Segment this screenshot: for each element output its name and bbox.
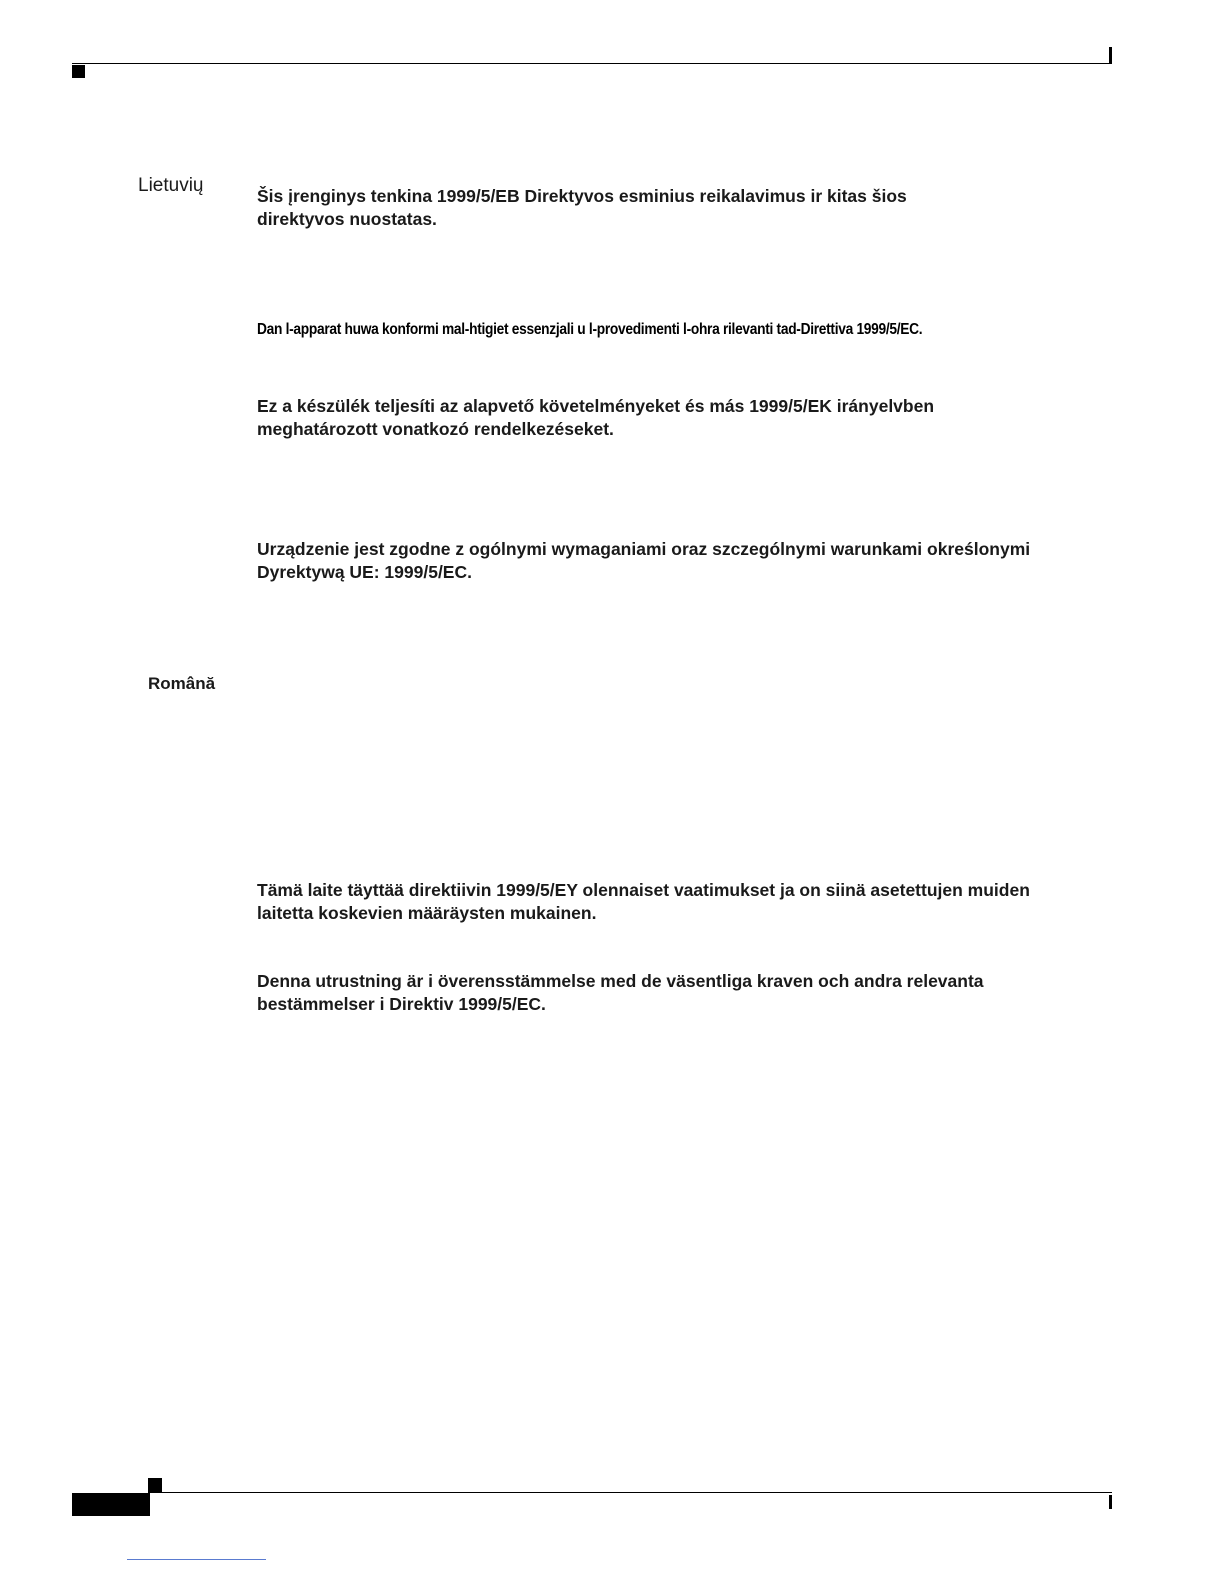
footer-corner-mark bbox=[148, 1478, 162, 1492]
statement-line: meghatározott vonatkozó rendelkezéseket. bbox=[257, 419, 614, 439]
statement-finnish bbox=[257, 879, 1030, 925]
statement-line: Ez a készülék teljesíti az alapvető követelményeket és más 1999/5/EK irányelvben bbox=[257, 396, 935, 416]
language-label-lithuanian: Lietuvių bbox=[138, 175, 204, 196]
statement-line: Denna utrustning är i överensstämmelse med de väsentliga kraven och andra relevanta bbox=[257, 971, 984, 991]
statement-line: Dan l-apparat huwa konformi mal-htigiet essenzjali u l-provedimenti l-ohra rilevanti tad-Direttiva 1999/5/EC. bbox=[257, 321, 923, 338]
statement-lithuanian bbox=[257, 185, 907, 231]
footer-link-underline[interactable] bbox=[127, 1559, 266, 1560]
statement-polish bbox=[257, 538, 1030, 584]
language-label-romanian: Română bbox=[148, 674, 216, 693]
statement-line: laitetta koskevien määräysten mukainen. bbox=[257, 903, 597, 923]
footer-page-tab bbox=[72, 1493, 150, 1516]
statement-line: direktyvos nuostatas. bbox=[257, 209, 437, 229]
footer-change-bar bbox=[1109, 1495, 1112, 1509]
header-rule bbox=[72, 63, 1112, 64]
statement-line: Urządzenie jest zgodne z ogólnymi wymaganiami oraz szczególnymi warunkami określonymi bbox=[257, 539, 1031, 559]
header-change-bar bbox=[1109, 47, 1112, 63]
statement-line: Tämä laite täyttää direktiivin 1999/5/EY olennaiset vaatimukset ja on siinä asetettujen muiden bbox=[257, 880, 1030, 900]
statement-maltese bbox=[257, 318, 922, 341]
statement-line: Šis įrenginys tenkina 1999/5/EB Direktyvos esminius reikalavimus ir kitas šios bbox=[257, 186, 907, 206]
statement-swedish bbox=[257, 970, 984, 1016]
statement-line: bestämmelser i Direktiv 1999/5/EC. bbox=[257, 994, 546, 1014]
statement-hungarian bbox=[257, 395, 934, 441]
statement-line: Dyrektywą UE: 1999/5/EC. bbox=[257, 562, 472, 582]
footer-rule bbox=[148, 1492, 1112, 1493]
header-corner-mark bbox=[72, 65, 85, 78]
